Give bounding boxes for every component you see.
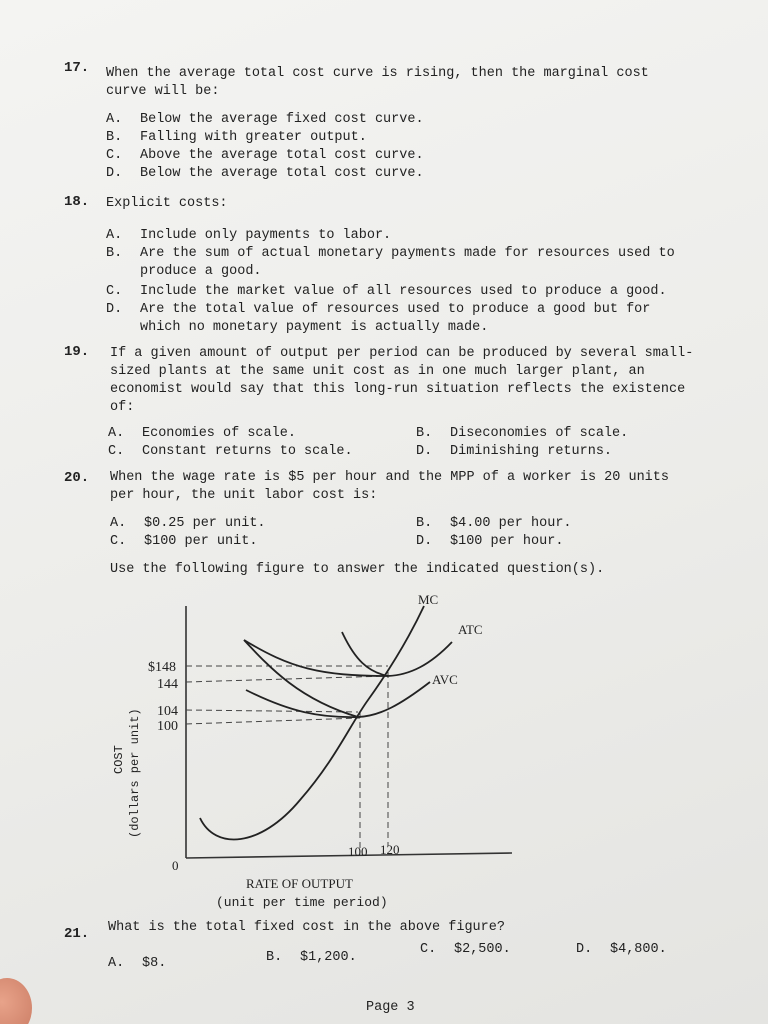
option-text: $1,200. <box>300 950 357 965</box>
guide-lines <box>186 666 388 848</box>
y-tick-100: 100 <box>157 719 178 734</box>
mc-curve <box>200 606 424 839</box>
option-text: Economies of scale. <box>142 426 296 441</box>
q21-stem: What is the total fixed cost in the above figure? <box>108 920 505 935</box>
option-letter: B. <box>266 950 283 965</box>
q18-number: 18. <box>64 194 90 210</box>
option-letter: D. <box>416 534 433 549</box>
option-letter: B. <box>416 426 433 441</box>
q17-stem-line1: When the average total cost curve is rising, then the marginal cost <box>106 66 649 81</box>
option-letter: B. <box>106 246 123 261</box>
option-text: $2,500. <box>454 942 511 957</box>
y-axis-label-line2: (dollars per unit) <box>128 708 142 838</box>
q20-stem-line1: When the wage rate is $5 per hour and the MPP of a worker is 20 units <box>110 470 669 485</box>
q21-option-d[interactable] <box>576 942 667 957</box>
origin-label: 0 <box>172 858 179 873</box>
q18-option-d-cont: which no monetary payment is actually made. <box>140 320 489 335</box>
mc-label: MC <box>418 592 439 607</box>
option-letter: C. <box>106 284 123 299</box>
option-letter: C. <box>106 148 123 163</box>
q19-number: 19. <box>64 344 90 360</box>
q19-stem-line4: of: <box>110 400 135 415</box>
y-tick-104: 104 <box>157 704 178 719</box>
option-text: Below the average total cost curve. <box>140 166 424 181</box>
option-letter: C. <box>108 444 125 459</box>
option-text: Diseconomies of scale. <box>450 426 629 441</box>
option-text: $4.00 per hour. <box>450 516 572 531</box>
option-text: Below the average fixed cost curve. <box>140 112 424 127</box>
q21-option-a[interactable] <box>108 956 166 971</box>
option-letter: B. <box>106 130 123 145</box>
option-text: Are the total value of resources used to produce a good but for <box>140 302 651 317</box>
option-letter: A. <box>110 516 127 531</box>
option-text: Diminishing returns. <box>450 444 613 459</box>
guide-100 <box>186 718 360 724</box>
q19-stem-line2: sized plants at the same unit cost as in one much larger plant, an <box>110 364 645 379</box>
q18-stem: Explicit costs: <box>106 196 228 211</box>
y-tick-148: $148 <box>148 660 176 675</box>
x-axis-label-line2: (unit per time period) <box>216 895 388 910</box>
y-tick-144: 144 <box>157 677 178 692</box>
option-text: Are the sum of actual monetary payments made for resources used to <box>140 246 675 261</box>
option-letter: A. <box>108 956 125 971</box>
option-letter: B. <box>416 516 433 531</box>
q20-stem-line2: per hour, the unit labor cost is: <box>110 488 378 503</box>
option-text: Above the average total cost curve. <box>140 148 424 163</box>
atc-label: ATC <box>458 622 483 637</box>
figure-instruction: Use the following figure to answer the indicated question(s). <box>110 562 605 577</box>
option-letter: D. <box>106 166 123 181</box>
x-axis-label-line1: RATE OF OUTPUT <box>246 876 353 891</box>
x-tick-120: 120 <box>380 842 400 857</box>
option-letter: A. <box>106 228 123 243</box>
option-text: Include the market value of all resources used to produce a good. <box>140 284 667 299</box>
option-letter: D. <box>416 444 433 459</box>
page-number: Page 3 <box>366 1000 415 1015</box>
option-letter: A. <box>106 112 123 127</box>
q21-option-c[interactable] <box>420 942 511 957</box>
q19-stem-line3: economist would say that this long-run situation reflects the existence <box>110 382 686 397</box>
guide-104 <box>186 710 358 712</box>
option-letter: D. <box>576 942 593 957</box>
avc-label: AVC <box>432 672 458 687</box>
option-text: Falling with greater output. <box>140 130 367 145</box>
option-text: $100 per unit. <box>144 534 258 549</box>
q17-number: 17. <box>64 60 90 76</box>
option-text: $100 per hour. <box>450 534 564 549</box>
q21-number: 21. <box>64 926 90 942</box>
option-text: $0.25 per unit. <box>144 516 266 531</box>
y-axis-label-2 <box>128 708 142 838</box>
option-text: Constant returns to scale. <box>142 444 353 459</box>
option-text: Include only payments to labor. <box>140 228 392 243</box>
x-tick-100: 100 <box>348 844 368 859</box>
q18-option-b-cont: produce a good. <box>140 264 262 279</box>
q20-number: 20. <box>64 470 90 486</box>
option-letter: C. <box>420 942 437 957</box>
option-text: $8. <box>142 956 167 971</box>
y-axis-label <box>112 745 126 774</box>
option-letter: C. <box>110 534 127 549</box>
q19-stem-line1: If a given amount of output per period can be produced by several small- <box>110 346 694 361</box>
option-letter: D. <box>106 302 123 317</box>
option-text: $4,800. <box>610 942 667 957</box>
atc-left-branch <box>342 632 388 676</box>
option-letter: A. <box>108 426 125 441</box>
q21-option-b[interactable] <box>266 950 357 965</box>
q17-stem-line2: curve will be: <box>106 84 220 99</box>
y-axis-label-line1: COST <box>112 745 126 774</box>
